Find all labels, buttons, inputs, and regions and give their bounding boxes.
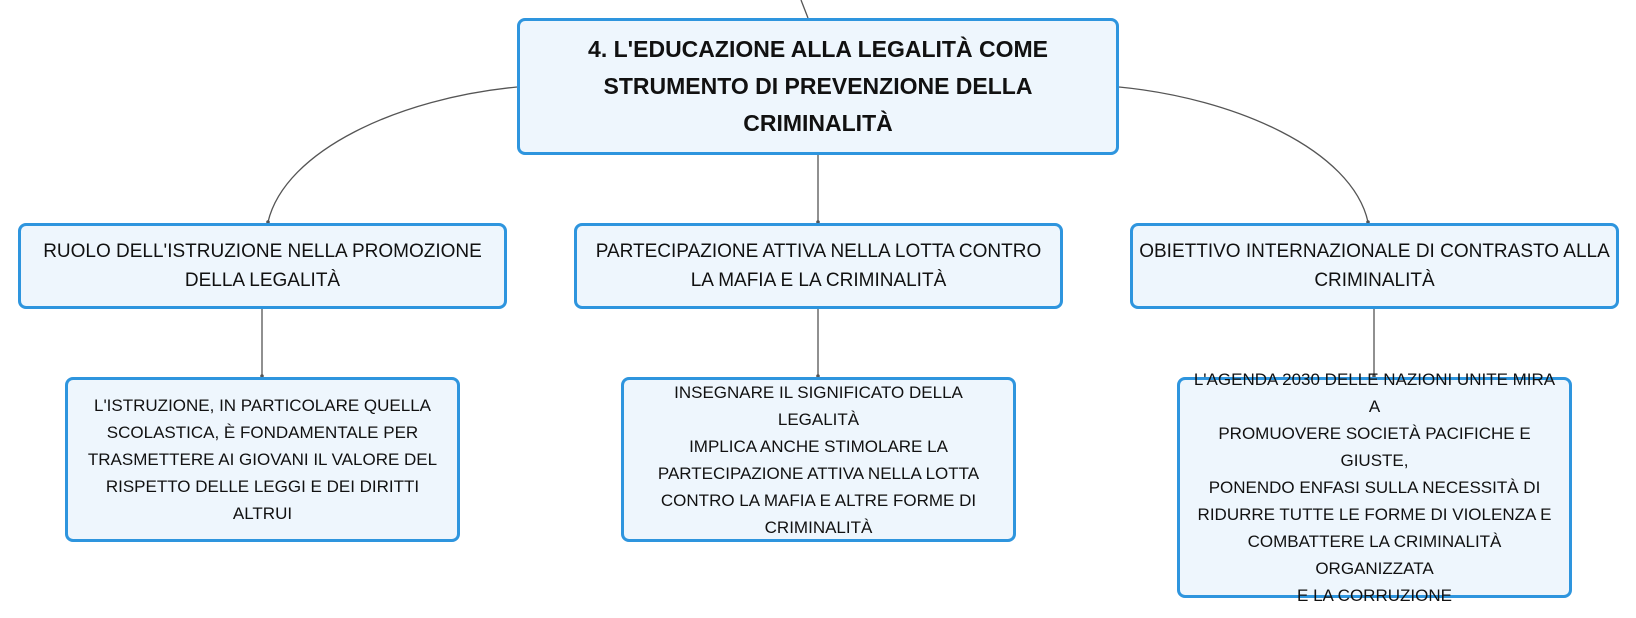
topic-node-partecipazione[interactable] [574, 223, 1063, 309]
detail-node-line: E LA CORRUZIONE [1297, 586, 1452, 605]
connector-root-to-topic-3 [1119, 87, 1368, 222]
detail-node-line: CONTRO LA MAFIA E ALTRE FORME DI [660, 490, 977, 510]
root-node[interactable] [517, 18, 1119, 155]
topic-node-line: DELLA LEGALITÀ [184, 270, 341, 291]
detail-node-line: L'ISTRUZIONE, IN PARTICOLARE QUELLA [93, 396, 432, 415]
topic-node-istruzione[interactable] [18, 223, 507, 309]
root-node-line: STRUMENTO DI PREVENZIONE DELLA CRIMINALITÀ [603, 73, 1033, 136]
detail-node-obiettivo[interactable] [1177, 370, 1572, 605]
detail-node-line: L'AGENDA 2030 DELLE NAZIONI UNITE MIRA A [1193, 370, 1556, 416]
detail-node-text [634, 379, 1003, 541]
detail-node-line: IMPLICA ANCHE STIMOLARE LA [689, 436, 948, 456]
detail-node-partecipazione[interactable] [621, 377, 1016, 542]
connector-root-to-topic-1 [268, 87, 517, 222]
topic-node-line: OBIETTIVO INTERNAZIONALE DI CONTRASTO ALLA [1139, 241, 1610, 262]
detail-node-text [1190, 366, 1559, 609]
detail-node-line: PARTECIPAZIONE ATTIVA NELLA LOTTA [657, 463, 980, 483]
detail-node-line: CRIMINALITÀ [764, 517, 873, 537]
root-node-text [528, 31, 1108, 142]
detail-node-text [78, 392, 447, 527]
detail-node-line: PONENDO ENFASI SULLA NECESSITÀ DI [1208, 478, 1541, 497]
detail-node-line: TRASMETTERE AI GIOVANI IL VALORE DEL [87, 450, 438, 469]
root-node-line: 4. L'EDUCAZIONE ALLA LEGALITÀ COME [588, 36, 1048, 62]
detail-node-line: INSEGNARE IL SIGNIFICATO DELLA LEGALITÀ [674, 382, 963, 429]
detail-node-line: COMBATTERE LA CRIMINALITÀ ORGANIZZATA [1247, 532, 1502, 578]
topic-node-text [43, 237, 482, 295]
topic-node-obiettivo[interactable] [1130, 223, 1619, 309]
topic-node-text [596, 237, 1042, 295]
detail-node-line: RISPETTO DELLE LEGGI E DEI DIRITTI ALTRUI [105, 477, 420, 523]
detail-node-istruzione[interactable] [65, 377, 460, 542]
detail-node-line: PROMUOVERE SOCIETÀ PACIFICHE E GIUSTE, [1218, 424, 1531, 470]
topic-node-line: PARTECIPAZIONE ATTIVA NELLA LOTTA CONTRO [595, 241, 1042, 262]
topic-node-text [1139, 237, 1610, 295]
topic-node-line: CRIMINALITÀ [1314, 270, 1435, 291]
topic-node-line: LA MAFIA E LA CRIMINALITÀ [690, 270, 947, 291]
topic-node-line: RUOLO DELL'ISTRUZIONE NELLA PROMOZIONE [43, 241, 482, 262]
connector-parent-to-root [801, 0, 808, 18]
detail-node-line: RIDURRE TUTTE LE FORME DI VIOLENZA E [1197, 505, 1552, 524]
detail-node-line: SCOLASTICA, È FONDAMENTALE PER [106, 423, 419, 442]
